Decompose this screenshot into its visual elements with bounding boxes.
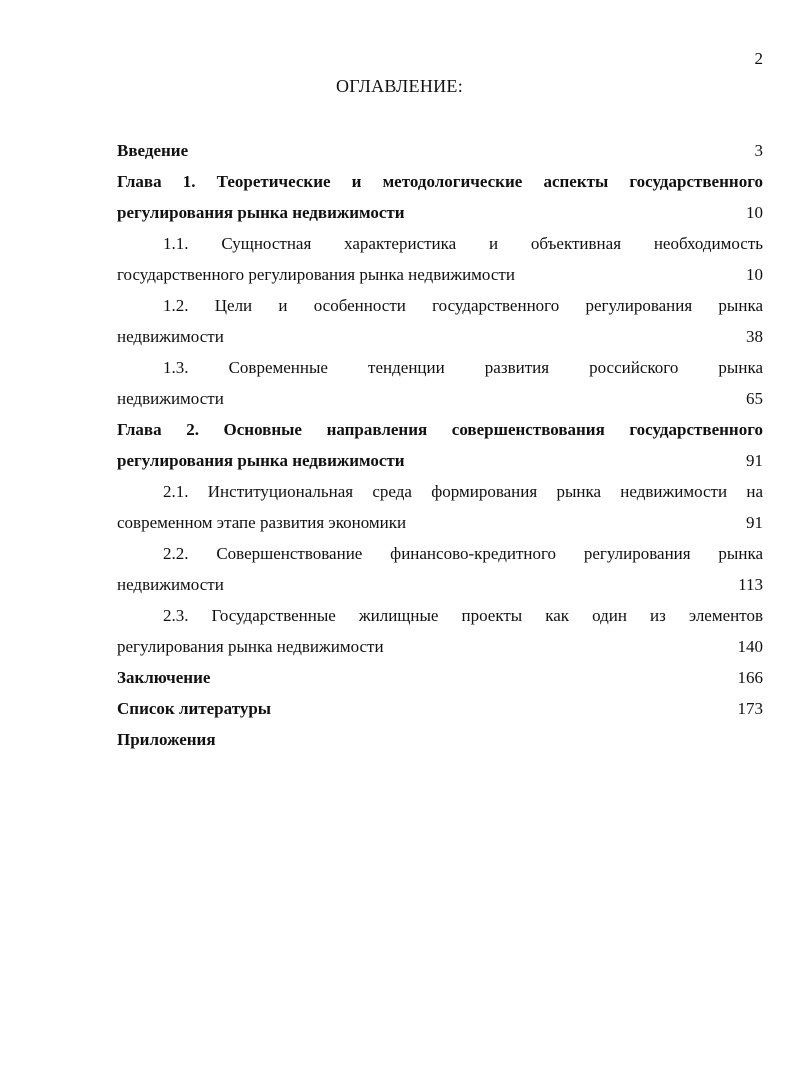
table-of-contents <box>117 138 763 758</box>
toc-conclusion <box>117 665 763 696</box>
toc-section-2-2-line2: недвижимости <box>117 575 224 594</box>
toc-conclusion-page: 166 <box>737 668 763 687</box>
toc-section-1-3-line1: 1.3. Современные тенденции развития российского рынка <box>163 358 763 377</box>
toc-section-1-2-line2: недвижимости <box>117 327 224 346</box>
toc-section-2-3-page: 140 <box>737 637 763 656</box>
toc-conclusion-text: Заключение <box>117 668 211 687</box>
toc-section-1-1 <box>117 262 763 293</box>
toc-section-2-1-line2: современном этапе развития экономики <box>117 513 407 532</box>
toc-section-2-2-line1: 2.2. Совершенствование финансово-кредитного регулирования рынка <box>163 544 763 563</box>
toc-section-1-2 <box>117 324 763 355</box>
toc-chapter2-line1: Глава 2. Основные направления совершенствования государственного <box>117 420 763 439</box>
toc-appendix-text: Приложения <box>117 730 216 749</box>
toc-bibliography-page: 173 <box>737 699 763 718</box>
toc-section-1-3 <box>117 386 763 417</box>
toc-chapter1 <box>117 200 763 231</box>
toc-chapter2-page: 91 <box>746 451 763 470</box>
toc-section-2-3 <box>117 634 763 665</box>
toc-section-1-1-line2: государственного регулирования рынка недвижимости <box>117 265 515 284</box>
toc-chapter2-line2: регулирования рынка недвижимости <box>117 451 405 470</box>
toc-section-1-2-page: 38 <box>746 327 763 346</box>
toc-section-2-3-line1: 2.3. Государственные жилищные проекты как один из элементов <box>163 606 763 625</box>
toc-section-1-3-page: 65 <box>746 389 763 408</box>
toc-chapter1-line2: регулирования рынка недвижимости <box>117 203 405 222</box>
toc-section-2-2-page: 113 <box>738 575 763 594</box>
toc-section-1-3-line2: недвижимости <box>117 389 224 408</box>
toc-intro-text: Введение <box>117 141 189 160</box>
toc-bibliography-text: Список литературы <box>117 699 272 718</box>
toc-appendix <box>117 727 763 758</box>
toc-chapter1-page: 10 <box>746 203 763 222</box>
toc-bibliography <box>117 696 763 727</box>
toc-section-1-1-line1: 1.1. Сущностная характеристика и объективная необходимость <box>163 234 763 253</box>
toc-section-2-2 <box>117 572 763 603</box>
toc-section-1-1-page: 10 <box>746 265 763 284</box>
toc-section-1-2-line1: 1.2. Цели и особенности государственного регулирования рынка <box>163 296 763 315</box>
toc-section-2-1-page: 91 <box>746 513 763 532</box>
toc-section-2-1 <box>117 510 763 541</box>
page-title: ОГЛАВЛЕНИЕ: <box>335 76 464 96</box>
toc-intro-page: 3 <box>754 141 763 160</box>
toc-section-2-1-line1: 2.1. Институциональная среда формирования рынка недвижимости на <box>163 482 763 501</box>
toc-chapter2 <box>117 448 763 479</box>
toc-section-2-3-line2: регулирования рынка недвижимости <box>117 637 384 656</box>
toc-chapter1-line1: Глава 1. Теоретические и методологические аспекты государственного <box>117 172 763 191</box>
toc-intro <box>117 138 763 169</box>
page-number: 2 <box>754 49 763 68</box>
